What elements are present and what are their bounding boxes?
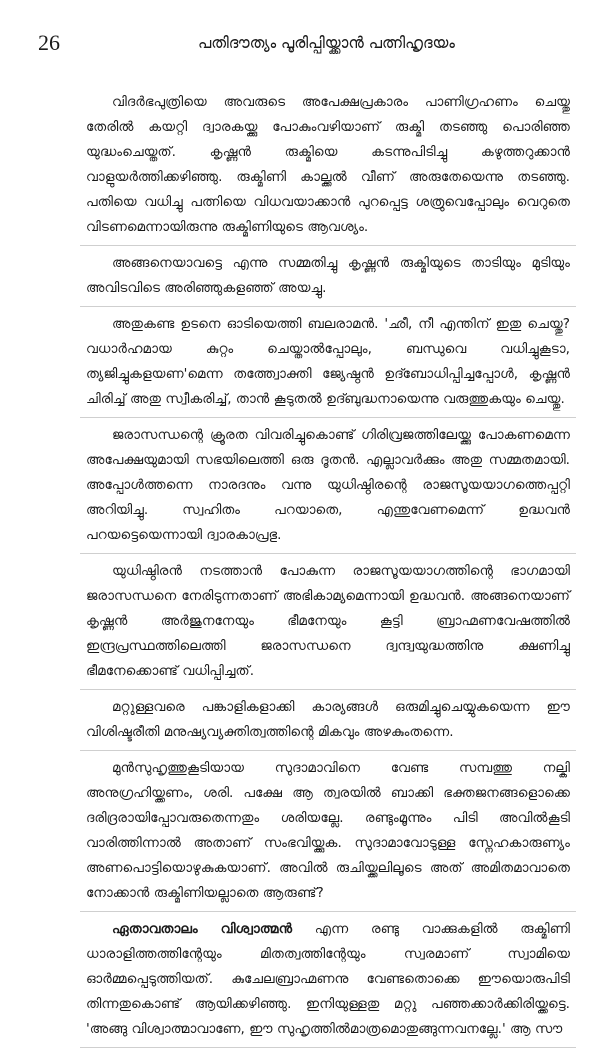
paragraph-lead: ഏതാവതാലം വിശ്വാത്മൻ (112, 921, 293, 937)
paragraph-text: മുൻസുഹൃത്തുകൂടിയായ സുദാമാവിനെ വേണ്ട സമ്പത്തു നല്കി അനുഗ്രഹിയ്ക്കണം, ശരി. പക്ഷേ ആ ത്വരയിൽ ബാക്കി ഭക്തജനങ്ങളൊക്കെ ദരിദ്രരായിപ്പോവരുതെന്നതും ശരിയല്ലേ. രണ്ടുംമൂന്നും പിടി അവിൽകൂടി വാരിത്തിന്നാൽ അതാണ് സംഭവിയ്ക്കുക. സുദാമാവോടുള്ള സ്നേഹകാരുണ്യം അണപൊട്ടിയൊഴുകുകയാണ്. അവിൽ രുചിയ്ക്കലിലൂടെ അത് അമിതമാവാതെ നോക്കാൻ രുക്മിണിയല്ലാതെ ആരുണ്ട്? (86, 760, 570, 901)
paragraph (80, 912, 576, 1048)
paragraph-text: അതുകണ്ട ഉടനെ ഓടിയെത്തി ബലരാമൻ. 'ഛീ, നീ എന്തിന് ഇതു ചെയ്തു? വധാർഹമായ കുറ്റം ചെയ്താൽപ്പോലും, ബന്ധുവെ വധിച്ചുകൂടാ, ത്യജിച്ചുകളയണ'മെന്ന തത്ത്വോക്തി ജ്യേഷ്ഠൻ ഉദ്ബോധിപ്പിച്ചപ്പോൾ, കൃഷ്ണൻ ചിരിച്ച് അതു സ്വീകരിച്ച്, താൻ കൂടുതൽ ഉദ്ബുദ്ധനായെന്നു വരുത്തുകയും ചെയ്തു. (86, 316, 570, 407)
paragraph-text: യുധിഷ്ഠിരൻ നടത്താൻ പോകുന്ന രാജസൂയയാഗത്തിന്റെ ഭാഗമായി ജരാസന്ധനെ നേരിടുന്നതാണ് അഭികാമ്യമെന്നായി ഉദ്ധവൻ. അങ്ങനെയാണ് കൃഷ്ണൻ അർജുനനേയും ഭീമനേയും കൂട്ടി ബ്രാഹ്മണവേഷത്തിൽ ഇന്ദ്രപ്രസ്ഥത്തിലെത്തി ജരാസന്ധനെ ദ്വന്ദ്വയുദ്ധത്തിനു ക്ഷണിച്ചു ഭീമനേക്കൊണ്ട് വധിപ്പിച്ചത്. (86, 563, 570, 679)
paragraph (80, 690, 576, 751)
paragraph (80, 246, 576, 307)
paragraph-text: എന്ന രണ്ടു വാക്കുകളിൽ രുക്മിണി ധാരാളിത്തത്തിന്റേയും മിതത്വത്തിന്റേയും സ്വരമാണ് സ്വാമിയെ ഓർമ്മപ്പെടുത്തിയത്. കുചേലബ്രാഹ്മണനു വേണ്ടതൊക്കെ ഈയൊരുപിടി തിന്നതുകൊണ്ട് ആയിക്കഴിഞ്ഞു. ഇനിയുള്ളതു മറ്റു പഞ്ഞക്കാർക്കിരിയ്ക്കട്ടെ. 'അങ്ങു വിശ്വാത്മാവാണേ, ഈ സുഹൃത്തിൽമാത്രമൊതുങ്ങുന്നവനല്ലേ.' ആ സൗ (86, 921, 570, 1037)
paragraph (80, 554, 576, 690)
running-title: പതിദൗത്യം പൂരിപ്പിയ്ക്കാൻ പത്നിഹൃദയം (198, 34, 455, 52)
paragraph (80, 751, 576, 912)
paragraph-text: ജരാസന്ധന്റെ ക്രൂരത വിവരിച്ചുകൊണ്ട് ഗിരിവ്രജത്തിലേയ്ക്കു പോകണമെന്ന അപേക്ഷയുമായി സഭയിലെത്തി ഒരു ദൂതൻ. എല്ലാവർക്കും അതു സമ്മതമായി. അപ്പോൾത്തന്നെ നാരദനും വന്നു യുധിഷ്ഠിരന്റെ രാജസൂയയാഗത്തെപ്പറ്റി അറിയിച്ചു. സ്വഹിതം പറയാതെ, എന്തുവേണമെന്ന് ഉദ്ധവൻ പറയട്ടെയെന്നായി ദ്വാരകാപ്രഭു. (86, 427, 570, 543)
paragraph-text: മറ്റുള്ളവരെ പങ്കാളികളാക്കി കാര്യങ്ങൾ ഒരുമിച്ചുചെയ്യുകയെന്ന ഈ വിശിഷ്ടരീതി മനുഷ്യവ്യക്തിത്വത്തിന്റെ മികവും അഴകുംതന്നെ. (86, 699, 570, 740)
paragraph (80, 88, 576, 246)
paragraph (80, 307, 576, 418)
page-number: 26 (38, 30, 60, 55)
paragraph-text: അങ്ങനെയാവട്ടെ എന്നു സമ്മതിച്ചു കൃഷ്ണൻ രുക്മിയുടെ താടിയും മുടിയും അവിടവിടെ അരിഞ്ഞുകളഞ്ഞ് അയച്ചു. (86, 255, 570, 296)
page-header (38, 28, 576, 62)
paragraph (80, 418, 576, 554)
body-text (80, 88, 576, 1037)
paragraph-text: വിദർഭപുത്രിയെ അവരുടെ അപേക്ഷപ്രകാരം പാണിഗ്രഹണം ചെയ്തു തേരിൽ കയറ്റി ദ്വാരകയ്ക്കു പോകുംവഴിയാണ് രുക്മി തടഞ്ഞു പൊരിഞ്ഞ യുദ്ധംചെയ്തത്. കൃഷ്ണൻ രുക്മിയെ കടന്നുപിടിച്ചു കഴുത്തറുക്കാൻ വാളുയർത്തിക്കഴിഞ്ഞു. രുക്മിണി കാല്ക്കൽ വീണ് അരുതേയെന്നു തടഞ്ഞു. പതിയെ വധിച്ചു പത്നിയെ വിധവയാക്കാൻ പുറപ്പെട്ട ശത്രുവെപ്പോലും വെറുതെ വിടണമെന്നായിരുന്നു രുക്മിണിയുടെ ആവശ്യം. (86, 94, 570, 235)
